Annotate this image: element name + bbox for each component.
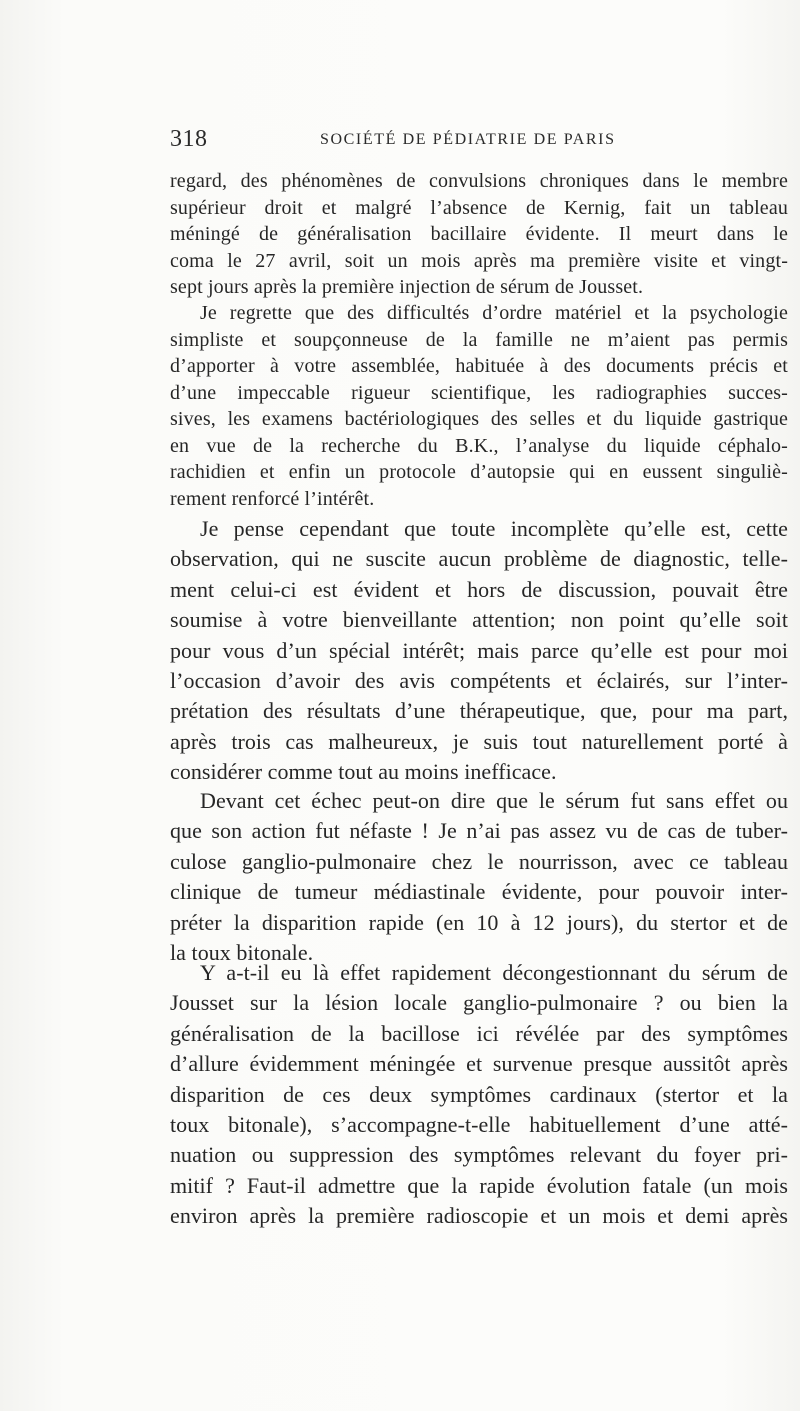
text-line: ment celui-ci est évident et hors de discussion, pouvait être — [170, 576, 788, 602]
text-line: supérieur droit et malgré l’absence de Kernig, fait un tableau — [170, 196, 788, 219]
text-line: Jousset sur la lésion locale ganglio-pulmonaire ? ou bien la — [170, 990, 788, 1016]
running-title: SOCIÉTÉ DE PÉDIATRIE DE PARIS — [320, 131, 616, 148]
paragraph-continued — [170, 168, 788, 301]
text-line: d’allure évidemment méningée et survenue presque aussitôt après — [170, 1051, 788, 1077]
text-line: nuation ou suppression des symptômes relevant du foyer pri- — [170, 1142, 788, 1168]
text-line: prétation des résultats d’une thérapeutique, que, pour ma part, — [170, 698, 788, 724]
text-line: Je regrette que des difficultés d’ordre matériel et la psychologie — [200, 302, 788, 324]
text-line: soumise à votre bienveillante attention; non point qu’elle soit — [170, 607, 788, 633]
text-line: préter la disparition rapide (en 10 à 12 jours), du stertor et de — [170, 909, 788, 935]
text-line: après trois cas malheureux, je suis tout naturellement porté à — [170, 728, 788, 754]
text-line: observation, qui ne suscite aucun problème de diagnostic, telle- — [170, 546, 788, 572]
text-line: environ après la première radioscopie et un mois et demi après — [170, 1203, 788, 1229]
text-line: Devant cet échec peut-on dire que le sérum fut sans effet ou — [200, 788, 788, 813]
paragraph-observation — [170, 514, 788, 788]
text-line: regard, des phénomènes de convulsions chroniques dans le membre — [170, 170, 788, 192]
text-line: méningé de généralisation bacillaire évidente. Il meurt dans le — [170, 223, 788, 245]
text-line: d’une impeccable rigueur scientifique, les radiographies succes- — [170, 381, 788, 404]
text-line: généralisation de la bacillose ici révélée par des symptômes — [170, 1020, 788, 1046]
paragraph-echec — [170, 786, 788, 968]
text-line: l’occasion d’avoir des avis compétents et éclairés, sur l’inter- — [170, 668, 788, 694]
text-line: en vue de la recherche du B.K., l’analyse du liquide céphalo- — [170, 434, 788, 457]
text-line: Y a-t-il eu là effet rapidement décongestionnant du sérum de — [200, 960, 788, 985]
text-line: pour vous d’un spécial intérêt; mais parce qu’elle est pour moi — [170, 637, 788, 663]
text-line: considérer comme tout au moins inefficace. — [170, 759, 557, 785]
page-header — [170, 126, 788, 158]
text-line: que son action fut néfaste ! Je n’ai pas assez vu de cas de tuber- — [170, 818, 788, 844]
paragraph-question — [170, 958, 788, 1232]
text-line: mitif ? Faut-il admettre que la rapide évolution fatale (un mois — [170, 1172, 788, 1198]
text-line: toux bitonale), s’accompagne-t-elle habituellement d’une atté- — [170, 1112, 788, 1138]
text-line: clinique de tumeur médiastinale évidente, pour pouvoir inter- — [170, 879, 788, 905]
text-line: la toux bitonale. — [170, 940, 314, 966]
text-line: culose ganglio-pulmonaire chez le nourrisson, avec ce tableau — [170, 848, 788, 874]
text-line: d’apporter à votre assemblée, habituée à des documents précis et — [170, 355, 788, 377]
text-line: coma le 27 avril, soit un mois après ma première visite et vingt- — [170, 249, 788, 272]
page-number: 318 — [170, 126, 208, 152]
text-line: rement renforcé l’intérêt. — [170, 487, 375, 510]
text-line: simpliste et soupçonneuse de la famille ne m’aient pas permis — [170, 328, 788, 351]
text-line: sept jours après la première injection de sérum de Jousset. — [170, 276, 644, 298]
text-line: disparition de ces deux symptômes cardinaux (stertor et la — [170, 1081, 788, 1107]
paragraph-regret — [170, 300, 788, 512]
text-line: rachidien et enfin un protocole d’autopsie qui en eussent singuliè- — [170, 461, 788, 483]
text-line: sives, les examens bactériologiques des selles et du liquide gastrique — [170, 408, 788, 430]
text-line: Je pense cependant que toute incomplète qu’elle est, cette — [200, 516, 788, 541]
